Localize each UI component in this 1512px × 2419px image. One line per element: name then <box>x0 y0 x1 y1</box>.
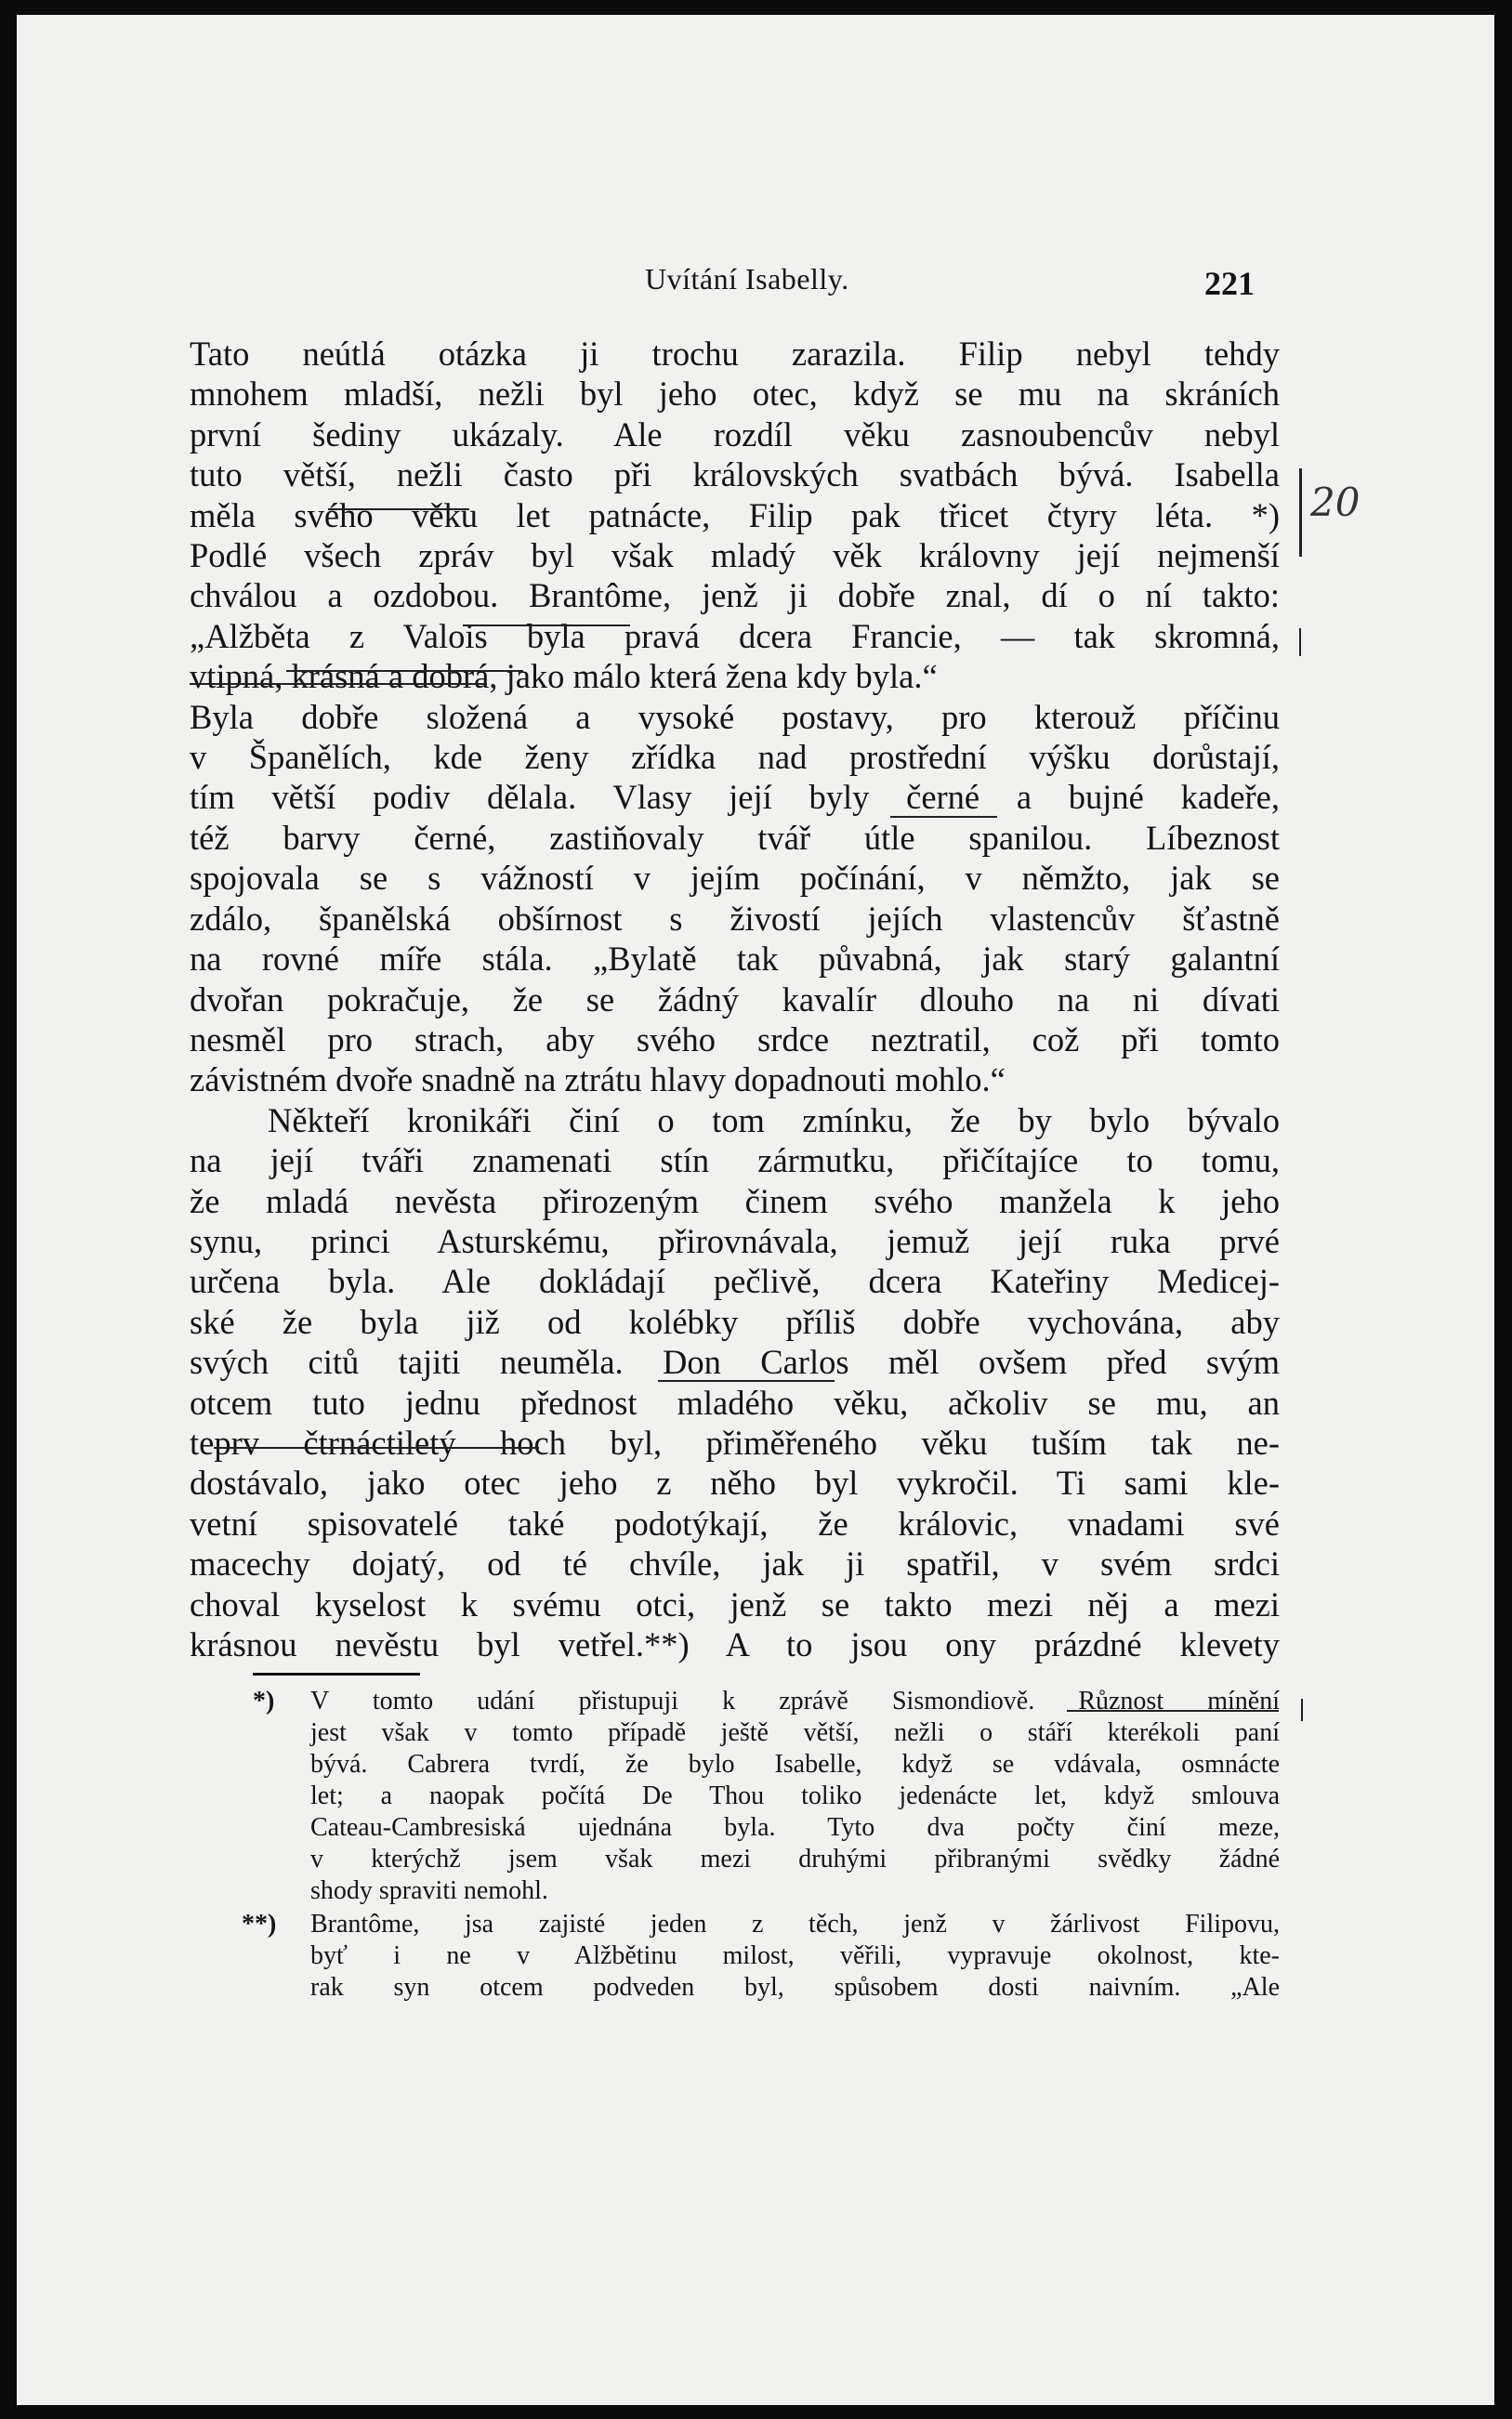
text-line: chválou a ozdobou. Brantôme, jenž ji dobře znal, dí o ní takto: <box>190 576 1280 615</box>
footnote-line: rak syn otcem podveden byl, spůsobem dosti naivním. „Ale <box>310 1973 1280 2002</box>
text-line: choval kyselost k svému otci, jenž se takto mezi něj a mezi <box>190 1584 1280 1624</box>
text-line: synu, princi Asturskému, přirovnávala, jemuž její ruka prvé <box>190 1221 1280 1260</box>
text-line: Tato neútlá otázka ji trochu zarazila. Filip nebyl tehdy <box>190 335 1280 373</box>
pencil-underline <box>463 624 630 626</box>
text-line: otcem tuto jednu přednost mladého věku, ačkoliv se mu, an <box>190 1383 1280 1422</box>
footnote-line: shody spraviti nemohl. <box>310 1876 548 1905</box>
text-line: určena byla. Ale dokládají pečlivě, dcera Kateřiny Medicej- <box>190 1262 1280 1301</box>
text-line: macechy dojatý, od té chvíle, jak ji spatřil, v svém srdci <box>190 1545 1280 1584</box>
text-line: v Španělích, kde ženy zřídka nad prostřední výšku dorůstají, <box>190 738 1280 777</box>
pencil-underline <box>328 508 469 510</box>
pencil-underline <box>658 1380 835 1382</box>
text-line: spojovala se s vážností v jejím počínání, v němžto, jak se <box>190 859 1280 898</box>
footnote-mark: **) <box>242 1910 277 1939</box>
book-page <box>17 15 1494 2405</box>
text-line: mnohem mladší, nežli byl jeho otec, když se mu na skráních <box>190 375 1280 414</box>
running-title: Uvítání Isabelly. <box>645 262 849 296</box>
text-line: na rovné míře stála. „Bylatě tak půvabná, jak starý galantní <box>190 940 1280 979</box>
text-line: Podlé všech zpráv byl však mladý věk královny její nejmenší <box>190 536 1280 575</box>
pencil-underline <box>214 1447 539 1449</box>
pencil-underline <box>190 683 487 685</box>
text-line: dostávalo, jako otec jeho z něho byl vykročil. Ti sami kle- <box>190 1464 1280 1503</box>
text-line: Byla dobře složená a vysoké postavy, pro kterouž příčinu <box>190 697 1280 736</box>
text-line: že mladá nevěsta přirozeným činem svého manžela k jeho <box>190 1181 1280 1220</box>
handwritten-margin-note: 20 <box>1310 480 1361 525</box>
page-header <box>17 262 1494 302</box>
footnote-mark: *) <box>253 1687 275 1716</box>
footnote-line: jest však v tomto případě ještě větší, nežli o stáří kterékoli paní <box>310 1718 1280 1747</box>
footnote-line: bývá. Cabrera tvrdí, že bylo Isabelle, když se vdávala, osmnácte <box>310 1750 1280 1779</box>
margin-bar <box>1301 1699 1303 1721</box>
page-number: 221 <box>1204 265 1255 302</box>
text-line: krásnou nevěstu byl vetřel.**) A to jsou ony prázdné klevety <box>190 1625 1280 1663</box>
text-line: ské že byla již od kolébky příliš dobře vychována, aby <box>190 1302 1280 1341</box>
text-line: tuto větší, nežli často při královských svatbách bývá. Isabella <box>190 455 1280 494</box>
footnote-line: Brantôme, jsa zajisté jeden z těch, jenž v žárlivost Filipovu, <box>310 1910 1280 1939</box>
footnote-rule <box>253 1673 420 1676</box>
text-line: teprv čtrnáctiletý hoch byl, přiměřeného věku tuším tak ne- <box>190 1423 1280 1462</box>
text-line: závistném dvoře snadně na ztrátu hlavy dopadnouti mohlo.“ <box>190 1060 1006 1099</box>
body-text <box>190 334 1280 1664</box>
text-line: první šediny ukázaly. Ale rozdíl věku zasnoubencův nebyl <box>190 414 1280 454</box>
text-line: „Alžběta z Valois byla pravá dcera Francie, — tak skromná, <box>190 616 1280 655</box>
text-line: na její tváři znamenati stín zármutku, přičítajíce to tomu, <box>190 1141 1280 1180</box>
text-line: svých citů tajiti neuměla. Don Carlos měl ovšem před svým <box>190 1343 1280 1382</box>
footnote-line: V tomto udání přistupuji k zprávě Sismondiově. Různost mínění <box>310 1687 1280 1716</box>
margin-bar <box>1299 468 1302 557</box>
text-line: Někteří kronikáři činí o tom zmínku, že by bylo bývalo <box>268 1100 1280 1139</box>
text-line: vtipná, krásná a dobrá, jako málo která žena kdy byla.“ <box>190 657 938 696</box>
footnote <box>242 1909 1280 2004</box>
footnote-line: let; a naopak počítá De Thou toliko jedenácte let, když smlouva <box>310 1781 1280 1810</box>
text-line: měla svého věku let patnácte, Filip pak třicet čtyry léta. *) <box>190 495 1280 534</box>
text-line: vetní spisovatelé také podotýkají, že královic, vnadami své <box>190 1504 1280 1543</box>
text-line: zdálo, španělská obšírnost s živostí jejích vlastencův šťastně <box>190 899 1280 938</box>
pencil-underline <box>890 816 997 818</box>
footnotes <box>242 1686 1280 2004</box>
footnote-line: byť i ne v Alžbětinu milost, věřili, vypravuje okolnost, kte- <box>310 1941 1280 1970</box>
text-line: dvořan pokračuje, že se žádný kavalír dlouho na ni dívati <box>190 979 1280 1019</box>
text-line: tím větší podiv dělala. Vlasy její byly černé a bujné kadeře, <box>190 778 1280 817</box>
margin-bar <box>1299 628 1301 656</box>
footnote-line: v kterýchž jsem však mezi druhými přibranými svědky žádné <box>310 1845 1280 1873</box>
footnote-line: Cateau-Cambresiská ujednána byla. Tyto dva počty činí meze, <box>310 1813 1280 1842</box>
footnote <box>253 1686 1280 1907</box>
text-line: nesměl pro strach, aby svého srdce neztratil, což při tomto <box>190 1019 1280 1058</box>
text-line: též barvy černé, zastiňovaly tvář útle spanilou. Líbeznost <box>190 818 1280 857</box>
pencil-underline <box>286 670 523 672</box>
